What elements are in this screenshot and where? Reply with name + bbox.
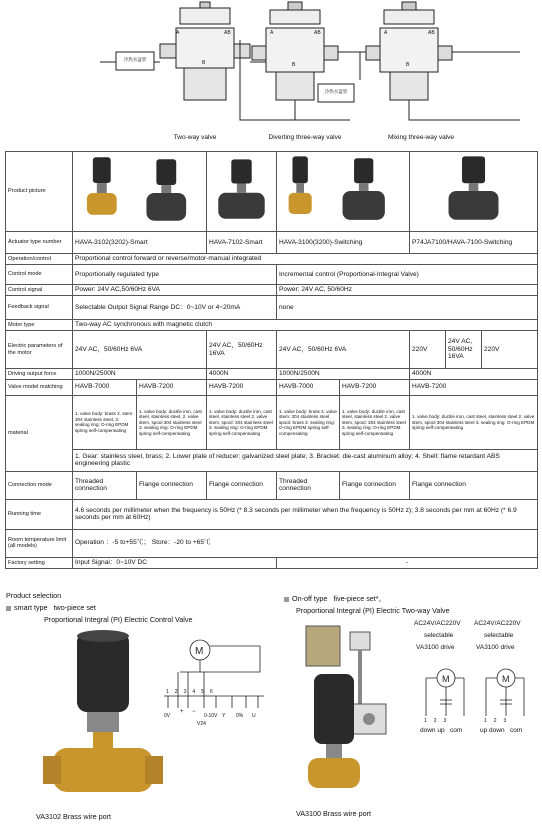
svg-text:M: M (442, 674, 450, 684)
row-label: Motor type (6, 320, 73, 331)
smart-type-line (6, 603, 96, 612)
terminal-label: − (192, 709, 196, 715)
table-cell: Operation ：-5 to+55℃； Store：-20 to +65℃ (73, 529, 538, 557)
row-label: Electric parameters of the motor (6, 331, 73, 369)
terminal-label: 0-10V (204, 713, 218, 719)
table-cell: 24V AC，50/60Hz 16VA (207, 331, 277, 369)
actuator-photo (75, 153, 204, 227)
table-cell: 1000N/2500N (73, 369, 207, 380)
set-label: five-piece set*。 (333, 594, 386, 603)
product-photo (410, 152, 538, 232)
va3100-kit-photo (294, 618, 414, 828)
table-cell: Flange connection (207, 471, 277, 499)
table-row (6, 529, 538, 557)
actuator-photo (412, 153, 535, 227)
table-cell: none (277, 296, 538, 320)
table-row (6, 471, 538, 499)
drive2-name: VA3100 drive (476, 644, 515, 651)
coil-box-label: 冷热水盘管 (324, 89, 348, 94)
left-subtitle: Proportional Integral (PI) Electric Control Valve (44, 615, 193, 624)
caption-mixing: Mixing three-way valve (387, 134, 455, 141)
spec-table (5, 151, 538, 569)
drive2-selectable: selectable (484, 632, 514, 639)
product-photo (207, 152, 277, 232)
table-cell: 4000N (410, 369, 538, 380)
port-label: A (176, 30, 180, 36)
row-label: Room temperature limit (all models) (6, 529, 73, 557)
table-cell: 4000N (207, 369, 277, 380)
table-row (6, 320, 538, 331)
port-label: B (202, 60, 206, 66)
table-cell: 24V AC，50/60Hz 6VA (277, 331, 410, 369)
caption-two-way: Two-way valve (173, 134, 217, 141)
table-cell: Threaded connection (277, 471, 340, 499)
wire-labels-2: up down com (480, 727, 523, 734)
table-cell: HAVB-7200 (137, 379, 207, 395)
table-cell: HAVA-7102-Smart (207, 232, 277, 254)
table-cell: Selectable Output Signal Range DC：0~10V or 4~20mA (73, 296, 277, 320)
table-cell: Flange connection (137, 471, 207, 499)
table-cell: Flange connection (410, 471, 538, 499)
product-photo (277, 152, 410, 232)
table-cell: HAVB-7000 (73, 379, 137, 395)
wiring-label: V24 (197, 721, 206, 727)
drive1-name: VA3100 drive (416, 644, 455, 651)
drive1-selectable: selectable (424, 632, 454, 639)
table-cell: 4.6 seconds per millimeter when the frequency is 50Hz (* 8.3 seconds per millimeter when the frequency is 50Hz z); 3.8 seconds per mm at 60Hz (* 6.9 seconds per mm at 60Hz) (73, 499, 538, 529)
table-row (6, 285, 538, 296)
port-label: B (406, 62, 410, 68)
table-cell: 1. valve body: brass 2. valve stem: 304 stainless steel spool: brass 3. sealing ring: O-ring EPDM spring self-compensating (277, 395, 340, 449)
terminal-label: Y (222, 713, 226, 719)
table-cell: Power: 24V AC, 50/60Hz (277, 285, 538, 296)
drive2-voltage: AC24V/AC220V (474, 620, 521, 627)
port-label: A (270, 30, 274, 36)
table-cell: 1. Gear: stainless steel, brass; 2. Lower plate of reducer: galvanized steel plate; 3. Bracket: die-cast aluminum alloy; 4. Shell: flame retardant ABS engineering plastic (73, 449, 538, 471)
row-label: Factory setting (6, 557, 73, 568)
section-title: Product selection (6, 591, 62, 600)
table-row (6, 395, 538, 449)
terminal-label: 0V (164, 713, 171, 719)
right-subtitle: Proportional Integral (PI) Electric Two-way Valve (296, 606, 450, 615)
table-cell: 1. valve body: ductile iron, cast steel, stainless steel 2. valve stem, spool: 304 stainless steel 3. sealing ring: O-ring EPDM spring self-compensating (340, 395, 410, 449)
row-label: Feedback signal (6, 296, 73, 320)
row-label: Actuator type number (6, 232, 73, 254)
table-row (6, 369, 538, 380)
table-row (6, 296, 538, 320)
port-label: AB (314, 30, 321, 36)
type-label: smart type (14, 603, 48, 612)
table-cell: 24V AC，50/60Hz 6VA (73, 331, 207, 369)
table-cell: Two-way AC synchronous with magnetic clutch (73, 320, 538, 331)
table-cell: 1000N/2500N (277, 369, 410, 380)
row-label: Product picture (6, 152, 73, 232)
table-cell: Flange connection (340, 471, 410, 499)
actuator-photo (279, 153, 407, 227)
svg-text:M: M (195, 646, 204, 657)
table-cell: Proportionally regulated type (73, 265, 277, 285)
product-selection (0, 588, 542, 826)
product-photo (73, 152, 207, 232)
onoff-type-line (284, 594, 386, 604)
drive1-voltage: AC24V/AC220V (414, 620, 461, 627)
table-cell: Incremental control (Proportional-Integral Valve) (277, 265, 538, 285)
row-label: Operation/control (6, 254, 73, 265)
row-label: Control mode (6, 265, 73, 285)
table-cell: Threaded connection (73, 471, 137, 499)
table-cell: HAVA-3102(3202)-Smart (73, 232, 207, 254)
valve-diagram (0, 0, 542, 150)
row-label: Driving output force (6, 369, 73, 380)
table-cell: 1. valve body: brass 2. stem: 304 stainless steel, 3. sealing ring: O-ring EPDM spring self-compensating (73, 395, 137, 449)
wire-labels-1: down up com (420, 727, 463, 734)
wire-numbers-1: 1 2 3 (424, 718, 447, 724)
va3102-valve-photo (25, 628, 175, 818)
va3102-caption: VA3102 Brass wire port (36, 812, 111, 821)
row-label: Running time (6, 499, 73, 529)
table-cell: HAVB-7200 (410, 379, 538, 395)
table-row (6, 379, 538, 395)
table-row (6, 265, 538, 285)
terminal-label: 0% (236, 713, 244, 719)
va3100-caption: VA3100 Brass wire port (296, 809, 371, 818)
port-label: B (292, 62, 296, 68)
table-row (6, 449, 538, 471)
table-cell: 220V (482, 331, 538, 369)
coil-box-label: 冷热水盘管 (123, 57, 147, 62)
table-row (6, 232, 538, 254)
table-cell: Proportional control forward or reverse/motor-manual integrated (73, 254, 538, 265)
port-label: AB (428, 30, 435, 36)
table-row (6, 331, 538, 369)
square-bullet-icon (6, 606, 11, 611)
set-label: two-piece set (53, 603, 96, 612)
table-row (6, 254, 538, 265)
table-cell: - (277, 557, 538, 568)
table-cell: 1. valve body: ductile iron, cast steel, stainless steel, 2. valve stem, spool 304 stainless steel 3. sealing ring: O-ring EPDM spring self-compensating (137, 395, 207, 449)
valve-schematic (0, 0, 542, 150)
square-bullet-icon (284, 597, 289, 602)
terminal-label: U (252, 713, 256, 719)
row-label: Valve model matching (6, 379, 73, 395)
wire-numbers-2: 1 2 3 (484, 718, 507, 724)
table-row (6, 152, 538, 232)
port-label: A (384, 30, 388, 36)
type-label: On-off type (292, 594, 328, 603)
terminal-number: 123456 (166, 689, 219, 695)
actuator-photo (209, 153, 274, 227)
table-cell: 1. valve body: ductile iron, cast steel, stainless steel 2. valve stem, spool 304 stainless steel 3. sealing ring: O-ring EPDM spring self-compensating (410, 395, 538, 449)
table-cell: 1. valve body: ductile iron, cast steel, stainless steel 2. valve stem, spool: 304 stainless steel 3. sealing ring: O-ring EPDM spring self-compensating (207, 395, 277, 449)
onoff-wiring-diagram (416, 666, 536, 736)
caption-diverting: Diverting three-way valve (268, 134, 342, 141)
table-cell: Input Signal：0~10V DC (73, 557, 277, 568)
table-cell: 24V AC, 50/60Hz 16VA (446, 331, 482, 369)
table-cell: HAVB-7200 (340, 379, 410, 395)
table-cell: P74JA7100/HAVA-7100-Switching (410, 232, 538, 254)
table-row (6, 499, 538, 529)
table-row (6, 557, 538, 568)
svg-text:M: M (502, 674, 510, 684)
row-label: Control signal (6, 285, 73, 296)
table-cell: HAVA-3100(3200)-Switching (277, 232, 410, 254)
table-cell: HAVB-7200 (207, 379, 277, 395)
table-cell: HAVB-7000 (277, 379, 340, 395)
port-label: AB (224, 30, 231, 36)
row-label: Connection mode (6, 471, 73, 499)
table-cell: Power: 24V AC,50/60Hz 6VA (73, 285, 277, 296)
table-cell: 220V (410, 331, 446, 369)
row-label: material (6, 395, 73, 471)
terminal-label: + (180, 709, 184, 715)
